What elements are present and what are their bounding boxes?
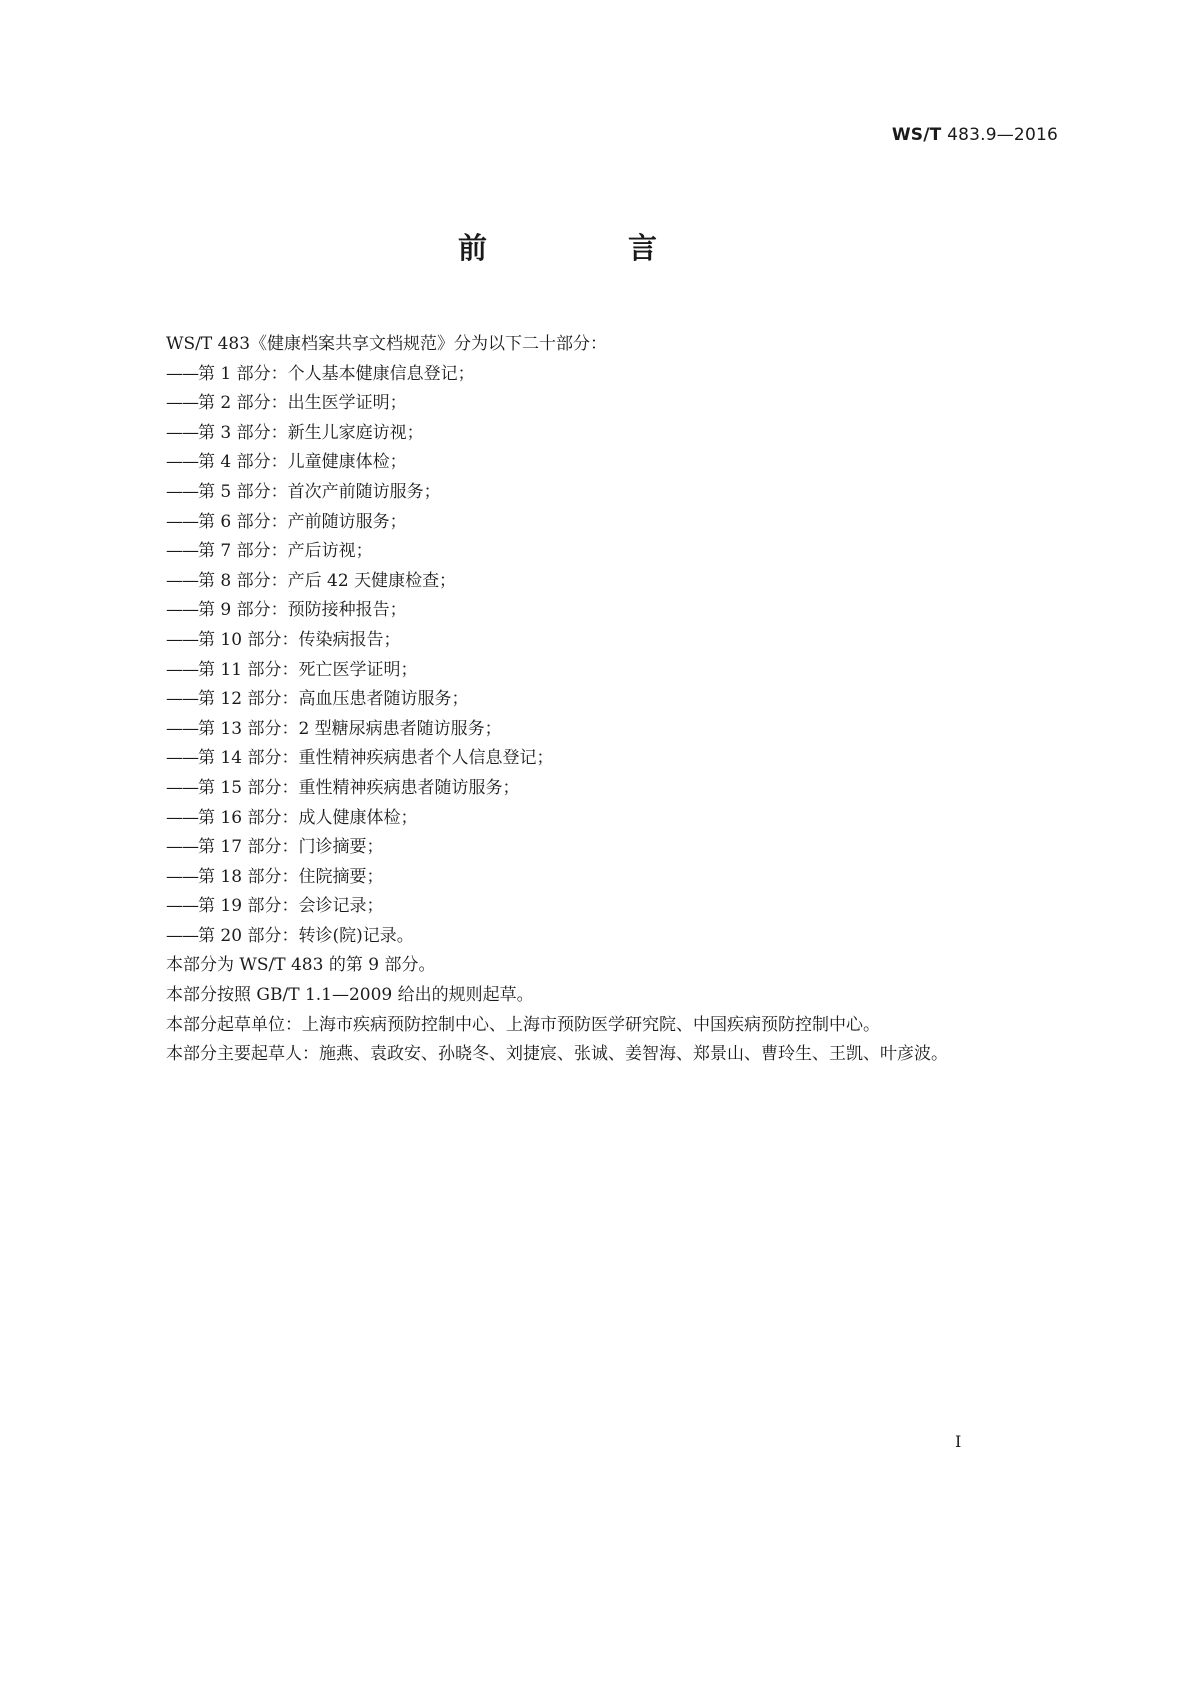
list-item [166,804,1046,834]
list-item-text: 第 18 部分：住院摘要； [198,866,384,887]
list-item-text: 第 9 部分：预防接种报告； [198,600,407,621]
list-dash: —— [166,393,198,414]
list-dash: —— [166,689,198,710]
list-item-text: 第 12 部分：高血压患者随访服务； [198,689,469,710]
list-item [166,774,1046,804]
list-item-text: 第 19 部分：会诊记录； [198,896,384,917]
list-item-text: 第 6 部分：产前随访服务； [198,511,407,532]
list-item-text: 第 4 部分：儿童健康体检； [198,452,407,473]
list-item [166,537,1046,567]
list-item-text: 第 2 部分：出生医学证明； [198,393,407,414]
list-item [166,833,1046,863]
list-item [166,360,1046,390]
list-item [166,508,1046,538]
standard-code [892,125,1058,145]
list-item [166,419,1046,449]
list-item [166,922,1046,952]
list-dash: —— [166,600,198,621]
list-dash: —— [166,718,198,739]
list-item-text: 第 13 部分：2 型糖尿病患者随访服务； [198,718,502,739]
list-item [166,715,1046,745]
foreword-body [166,330,1046,1070]
page-number: I [955,1432,962,1451]
list-item [166,626,1046,656]
list-dash: —— [166,659,198,680]
list-dash: —— [166,896,198,917]
list-dash: —— [166,866,198,887]
list-item [166,448,1046,478]
list-item-text: 第 10 部分：传染病报告； [198,629,401,650]
list-item-text: 第 16 部分：成人健康体检； [198,807,418,828]
list-item-text: 第 3 部分：新生儿家庭访视； [198,422,424,443]
list-item [166,596,1046,626]
list-dash: —— [166,837,198,858]
list-item [166,567,1046,597]
intro-paragraph: WS/T 483《健康档案共享文档规范》分为以下二十部分： [166,334,608,354]
list-dash: —— [166,748,198,769]
list-item-text: 第 1 部分：个人基本健康信息登记； [198,363,475,384]
part-number-note: 本部分为 WS/T 483 的第 9 部分。 [166,955,436,976]
page-title: 前 言 [457,231,713,265]
list-dash: —— [166,925,198,946]
list-item [166,685,1046,715]
list-dash: —— [166,452,198,473]
list-dash: —— [166,511,198,532]
list-item-text: 第 15 部分：重性精神疾病患者随访服务； [198,777,520,798]
list-item [166,892,1046,922]
list-item [166,389,1046,419]
list-dash: —— [166,777,198,798]
list-dash: —— [166,629,198,650]
list-item-text: 第 8 部分：产后 42 天健康检查； [198,570,457,591]
list-item-text: 第 17 部分：门诊摘要； [198,837,384,858]
list-item [166,863,1046,893]
list-item-text: 第 5 部分：首次产前随访服务； [198,481,441,502]
drafting-units-note: 本部分起草单位：上海市疾病预防控制中心、上海市预防医学研究院、中国疾病预防控制中心。 [166,1014,880,1035]
list-dash: —— [166,570,198,591]
list-dash: —— [166,807,198,828]
list-item [166,744,1046,774]
drafting-rules-note: 本部分按照 GB/T 1.1—2009 给出的规则起草。 [166,985,534,1006]
list-item [166,478,1046,508]
drafters-note: 本部分主要起草人：施燕、袁政安、孙晓冬、刘捷宸、张诚、姜智海、郑景山、曹玲生、王凯、叶彦波。 [166,1044,948,1065]
standard-code-number: 483.9—2016 [947,125,1058,145]
list-item-text: 第 7 部分：产后访视； [198,541,373,562]
list-item [166,656,1046,686]
list-item-text: 第 14 部分：重性精神疾病患者个人信息登记； [198,748,554,769]
list-dash: —— [166,541,198,562]
list-item-text: 第 11 部分：死亡医学证明； [198,659,418,680]
list-dash: —— [166,363,198,384]
list-item-text: 第 20 部分：转诊(院)记录。 [198,925,414,946]
list-dash: —— [166,481,198,502]
standard-code-prefix: WS/T [891,125,942,145]
list-dash: —— [166,422,198,443]
